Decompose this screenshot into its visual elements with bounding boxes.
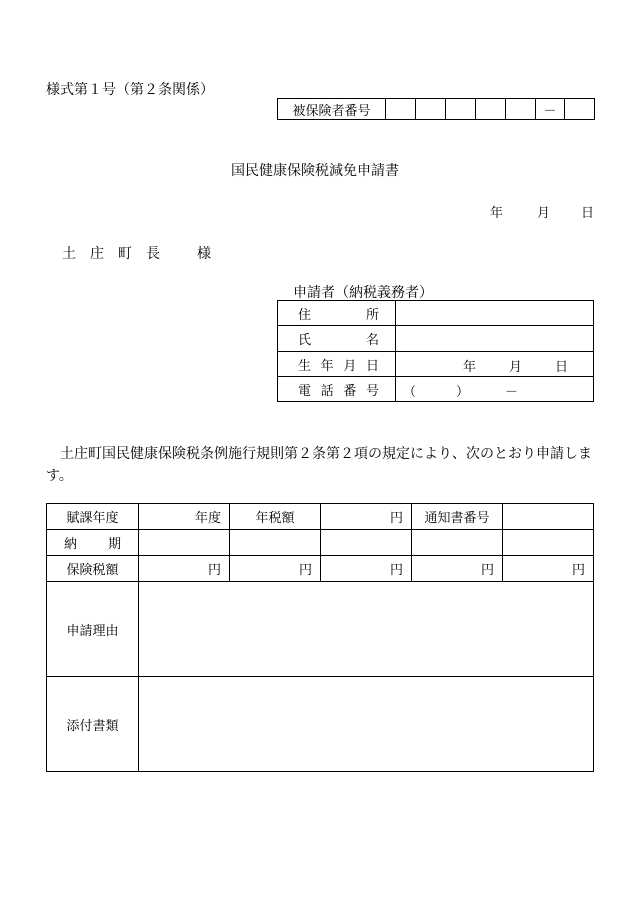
- insured-number-dash: －: [536, 99, 565, 120]
- insured-number-digit-6[interactable]: [565, 99, 595, 120]
- phone-value[interactable]: [396, 377, 594, 402]
- annual-tax-value[interactable]: [321, 504, 412, 530]
- addressee-name: 土 庄 町 長: [62, 246, 160, 262]
- date-year: 年: [490, 206, 504, 221]
- fiscal-year-label: 賦課年度: [47, 504, 139, 530]
- due-cell-1[interactable]: [139, 530, 230, 556]
- reason-label: 申請理由: [47, 582, 139, 677]
- yen-unit: 円: [207, 563, 221, 578]
- notice-number-label: 通知書番号: [412, 504, 503, 530]
- birthdate-value[interactable]: [396, 352, 594, 377]
- document-title: 国民健康保険税減免申請書: [231, 163, 399, 179]
- birth-year-unit: 年: [463, 360, 477, 375]
- insured-number-digit-2[interactable]: [416, 99, 446, 120]
- addressee-honorific: 様: [197, 246, 211, 262]
- reason-value[interactable]: [139, 582, 594, 677]
- date-month: 月: [537, 206, 551, 221]
- date-line: [0, 202, 630, 220]
- birth-day-unit: 日: [555, 360, 569, 375]
- tax-amount-cell-1[interactable]: [139, 556, 230, 582]
- attachments-label: 添付書類: [47, 677, 139, 772]
- tax-amount-cell-4[interactable]: [412, 556, 503, 582]
- tax-amount-cell-3[interactable]: [321, 556, 412, 582]
- insured-number-digit-3[interactable]: [446, 99, 476, 120]
- birthdate-label: 生 年 月 日: [298, 358, 379, 374]
- phone-close-paren: ）: [456, 385, 470, 400]
- fiscal-year-unit: 年度: [194, 511, 221, 526]
- yen-unit: 円: [298, 563, 312, 578]
- address-label: 住 所: [298, 307, 379, 323]
- fiscal-year-value[interactable]: [139, 504, 230, 530]
- yen-unit: 円: [480, 563, 494, 578]
- tax-amount-cell-5[interactable]: [503, 556, 594, 582]
- yen-unit: 円: [571, 563, 585, 578]
- attachments-value[interactable]: [139, 677, 594, 772]
- applicant-table: [277, 300, 594, 402]
- annual-tax-unit: 円: [389, 511, 403, 526]
- address-value[interactable]: [396, 301, 594, 326]
- birth-month-unit: 月: [509, 360, 523, 375]
- phone-open-paren: （: [403, 385, 417, 400]
- insured-number-digit-1[interactable]: [386, 99, 416, 120]
- tax-amount-cell-2[interactable]: [230, 556, 321, 582]
- form-number: 様式第１号（第２条関係）: [46, 82, 214, 98]
- date-day: 日: [581, 206, 595, 221]
- main-table: [46, 503, 594, 772]
- insured-number-digit-4[interactable]: [476, 99, 506, 120]
- yen-unit: 円: [389, 563, 403, 578]
- tax-amount-label: 保険税額: [47, 556, 139, 582]
- notice-number-value[interactable]: [503, 504, 594, 530]
- body-text: 土庄町国民健康保険税条例施行規則第２条第２項の規定により、次のとおり申請します。: [46, 446, 592, 484]
- applicant-heading: 申請者（納税義務者）: [293, 285, 433, 301]
- phone-dash: －: [505, 385, 519, 400]
- insured-number-digit-5[interactable]: [506, 99, 536, 120]
- due-label: 納 期: [64, 537, 121, 552]
- name-label: 氏 名: [298, 333, 379, 348]
- insured-number-table: [277, 98, 595, 120]
- phone-label: 電 話 番 号: [298, 383, 379, 399]
- insured-number-label: 被保険者番号: [278, 99, 386, 120]
- name-value[interactable]: [396, 326, 594, 352]
- annual-tax-label: 年税額: [230, 504, 321, 530]
- due-cell-2[interactable]: [230, 530, 321, 556]
- due-cell-3[interactable]: [321, 530, 412, 556]
- due-cell-4[interactable]: [412, 530, 503, 556]
- due-cell-5[interactable]: [503, 530, 594, 556]
